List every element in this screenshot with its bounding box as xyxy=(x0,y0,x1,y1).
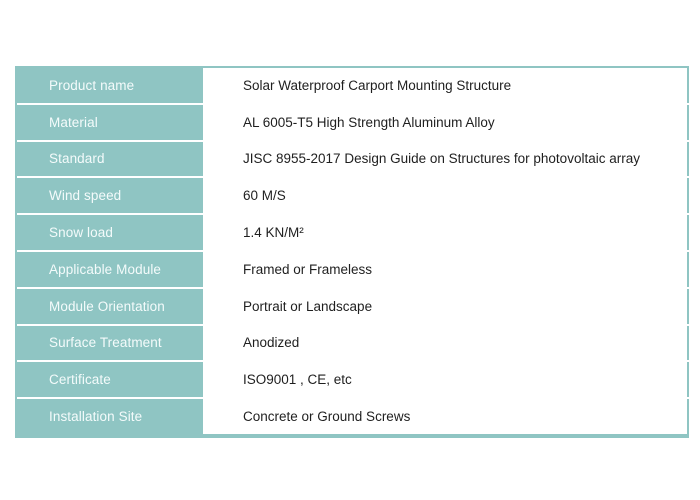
spec-label: Surface Treatment xyxy=(49,335,162,351)
spec-row-module-orientation xyxy=(17,289,689,326)
spec-row-installation-site xyxy=(17,399,689,436)
spec-row-product-name xyxy=(17,68,689,105)
spec-row-standard xyxy=(17,142,689,179)
spec-label: Wind speed xyxy=(49,188,122,204)
spec-value: Anodized xyxy=(203,326,687,361)
spec-row-applicable-module xyxy=(17,252,689,289)
spec-label: Installation Site xyxy=(49,409,143,425)
spec-value: AL 6005-T5 High Strength Aluminum Alloy xyxy=(203,105,687,140)
spec-value: ISO9001 , CE, etc xyxy=(203,362,687,397)
spec-label: Product name xyxy=(49,77,135,93)
spec-label: Module Orientation xyxy=(49,298,165,314)
spec-table xyxy=(15,66,689,438)
spec-value: 60 M/S xyxy=(203,178,687,213)
spec-row-wind-speed xyxy=(17,178,689,215)
spec-label: Snow load xyxy=(49,225,113,241)
spec-row-material xyxy=(17,105,689,142)
spec-label: Certificate xyxy=(49,372,111,388)
spec-value: Framed or Frameless xyxy=(203,252,687,287)
spec-value: 1.4 KN/M² xyxy=(203,215,687,250)
spec-row-certificate xyxy=(17,362,689,399)
spec-value: Portrait or Landscape xyxy=(203,289,687,324)
spec-value: Solar Waterproof Carport Mounting Structure xyxy=(203,68,687,103)
spec-row-surface-treatment xyxy=(17,326,689,363)
spec-label: Applicable Module xyxy=(49,261,162,277)
spec-value: Concrete or Ground Screws xyxy=(203,399,687,434)
spec-row-snow-load xyxy=(17,215,689,252)
spec-label: Standard xyxy=(49,151,105,167)
spec-value: JISC 8955-2017 Design Guide on Structures for photovoltaic array xyxy=(203,142,687,177)
spec-label: Material xyxy=(49,114,98,130)
